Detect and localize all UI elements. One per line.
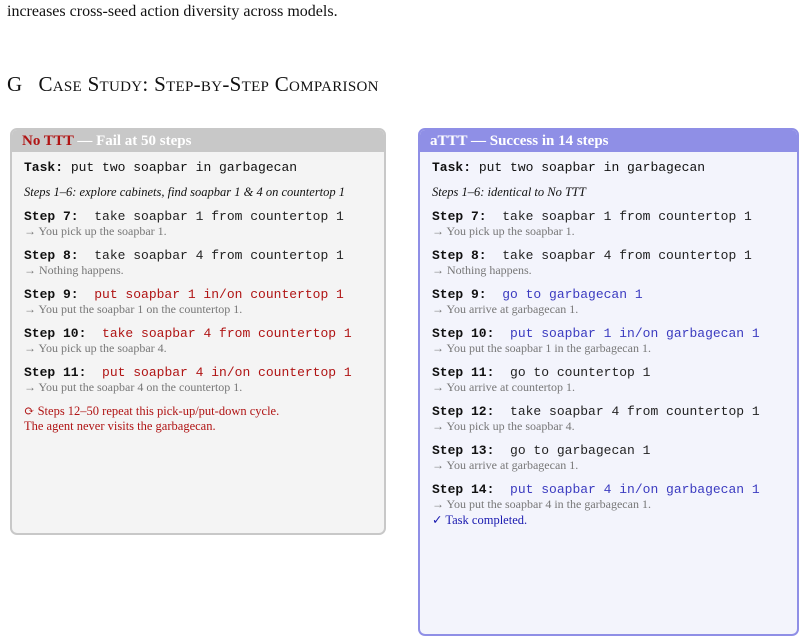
step-action: take soapbar 4 from countertop 1 [102, 326, 352, 341]
step-action: take soapbar 1 from countertop 1 [94, 209, 344, 224]
step-observation: → You arrive at countertop 1. [432, 380, 575, 394]
intro-text: increases cross-seed action diversity across models. [7, 3, 338, 20]
task-text: put two soapbar in garbagecan [70, 160, 298, 175]
step-label: Step 11: [24, 365, 87, 380]
section-number: G [7, 72, 23, 96]
step-label: Step 11: [432, 365, 495, 380]
step-action: take soapbar 4 from countertop 1 [502, 248, 752, 263]
step-item [432, 326, 787, 355]
task-text: put two soapbar in garbagecan [478, 160, 706, 175]
step-item [432, 248, 787, 277]
step-observation: → You put the soapbar 4 in the garbagecan 1. [432, 497, 651, 511]
step-item [432, 482, 787, 511]
step-label: Step 8: [24, 248, 79, 263]
attt-note: Steps 1–6: identical to No TTT [432, 185, 586, 199]
step-label: Step 14: [432, 482, 495, 497]
no-ttt-box [10, 128, 386, 535]
step-label: Step 7: [24, 209, 79, 224]
failure-summary-line2: The agent never visits the garbagecan. [24, 419, 216, 433]
step-label: Step 10: [432, 326, 495, 341]
step-action: put soapbar 4 in/on countertop 1 [102, 365, 352, 380]
no-ttt-note: Steps 1–6: explore cabinets, find soapbar 1 & 4 on countertop 1 [24, 185, 346, 199]
step-action: put soapbar 4 in/on garbagecan 1 [510, 482, 760, 497]
step-action: put soapbar 1 in/on garbagecan 1 [510, 326, 760, 341]
step-action: go to countertop 1 [510, 365, 651, 380]
step-observation: → You pick up the soapbar 1. [432, 224, 575, 238]
step-item [24, 326, 374, 355]
attt-box [418, 128, 799, 636]
step-action: take soapbar 1 from countertop 1 [502, 209, 752, 224]
step-action: take soapbar 4 from countertop 1 [94, 248, 344, 263]
step-action: go to garbagecan 1 [502, 287, 643, 302]
step-observation: → You put the soapbar 1 in the garbagecan 1. [432, 341, 651, 355]
step-label: Step 9: [432, 287, 487, 302]
section-title: Case Study: Step-by-Step Comparison [38, 72, 379, 96]
step-item [24, 287, 374, 316]
attt-body [420, 152, 797, 528]
step-action: put soapbar 1 in/on countertop 1 [94, 287, 344, 302]
step-observation: → Nothing happens. [24, 263, 124, 277]
success-summary: ✓ Task completed. [432, 513, 528, 527]
attt-header [420, 130, 797, 152]
step-action: take soapbar 4 from countertop 1 [510, 404, 760, 419]
step-observation: → You arrive at garbagecan 1. [432, 302, 579, 316]
step-label: Step 8: [432, 248, 487, 263]
no-ttt-header [12, 130, 384, 152]
step-observation: → Nothing happens. [432, 263, 532, 277]
attt-method-label: aTTT [430, 133, 468, 149]
task-label: Task: [432, 160, 472, 175]
step-observation: → You pick up the soapbar 1. [24, 224, 167, 238]
no-ttt-method-label: No TTT [22, 133, 74, 149]
no-ttt-task [24, 160, 374, 176]
section-heading [7, 72, 379, 97]
step-observation: → You pick up the soapbar 4. [432, 419, 575, 433]
step-item [24, 365, 374, 394]
step-item [432, 209, 787, 238]
step-item [432, 404, 787, 433]
failure-summary [24, 404, 374, 434]
step-label: Step 9: [24, 287, 79, 302]
step-observation: → You put the soapbar 4 on the countertop 1. [24, 380, 243, 394]
step-action: go to garbagecan 1 [510, 443, 651, 458]
step-item [24, 209, 374, 238]
step-label: Step 13: [432, 443, 495, 458]
step-item [432, 365, 787, 394]
step-item [432, 443, 787, 472]
no-ttt-body [12, 152, 384, 434]
step-item [24, 248, 374, 277]
step-observation: → You arrive at garbagecan 1. [432, 458, 579, 472]
attt-task [432, 160, 787, 176]
step-label: Step 7: [432, 209, 487, 224]
step-label: Step 10: [24, 326, 87, 341]
step-observation: → You put the soapbar 1 on the countertop 1. [24, 302, 243, 316]
attt-result-label: — Success in 14 steps [471, 133, 609, 149]
step-item [432, 287, 787, 316]
step-label: Step 12: [432, 404, 495, 419]
failure-summary-line1: ⟳ Steps 12–50 repeat this pick-up/put-down cycle. [24, 404, 280, 418]
no-ttt-result-label: — Fail at 50 steps [77, 133, 192, 149]
step-observation: → You pick up the soapbar 4. [24, 341, 167, 355]
task-label: Task: [24, 160, 64, 175]
